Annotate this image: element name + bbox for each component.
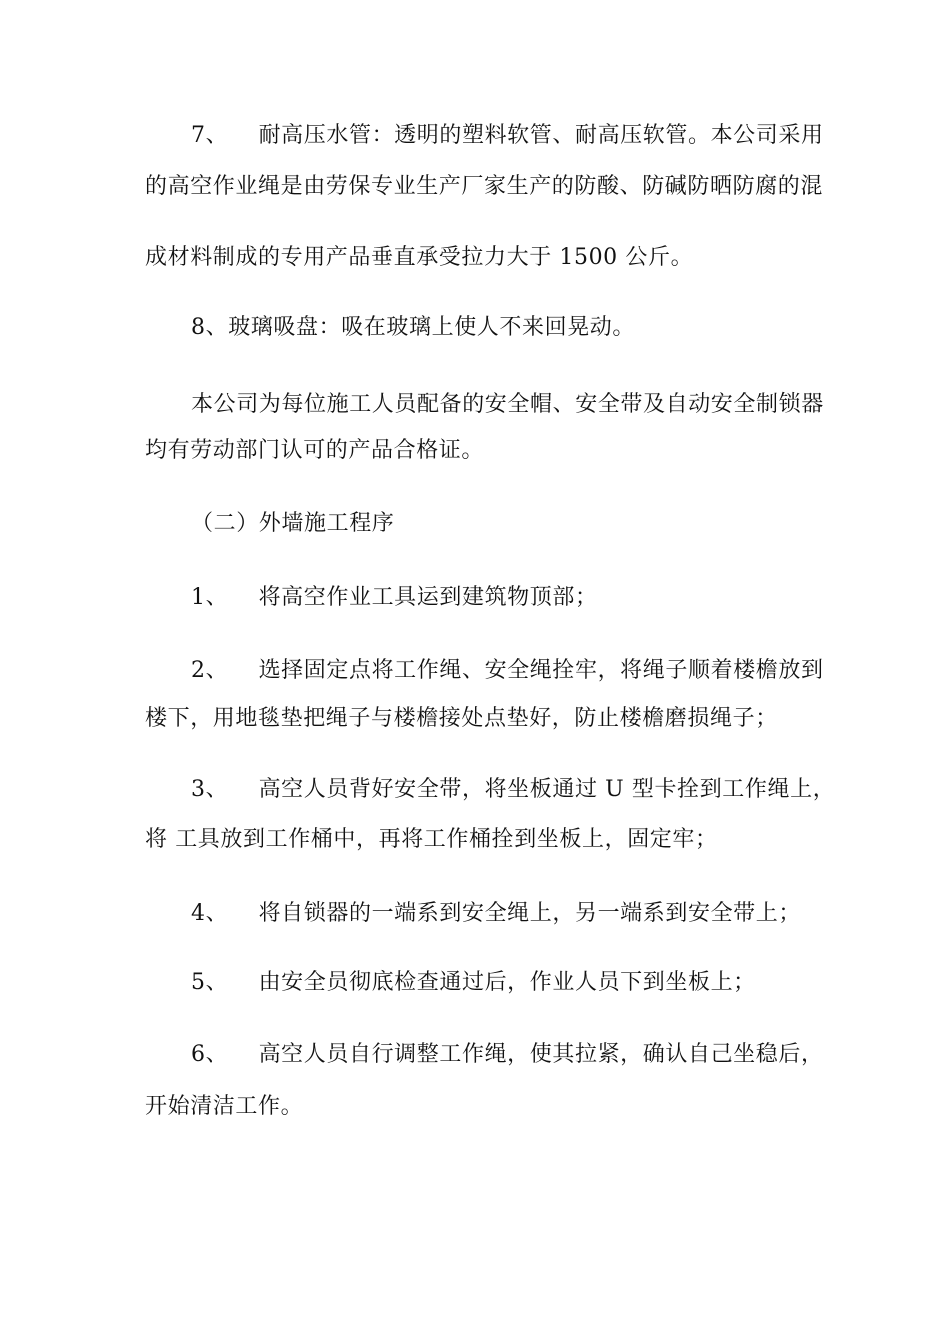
text-line: 6、 高空人员自行调整工作绳，使其拉紧，确认自己坐稳后，	[191, 1042, 824, 1067]
text-line: 的高空作业绳是由劳保专业生产厂家生产的防酸、防碱防晒防腐的混	[145, 174, 824, 199]
text-line: 均有劳动部门认可的产品合格证。	[145, 438, 485, 463]
text-line: 3、 高空人员背好安全带，将坐板通过 U 型卡拴到工作绳上，	[191, 777, 836, 802]
text-line: 成材料制成的专用产品垂直承受拉力大于 1500 公斤。	[145, 245, 694, 270]
text-line: 2、 选择固定点将工作绳、安全绳拴牢，将绳子顺着楼檐放到	[191, 658, 824, 683]
text-line: 本公司为每位施工人员配备的安全帽、安全带及自动安全制锁器	[191, 392, 824, 417]
text-line: 4、 将自锁器的一端系到安全绳上，另一端系到安全带上；	[191, 901, 801, 926]
text-line: 开始清洁工作。	[145, 1094, 304, 1119]
text-line: 将 工具放到工作桶中，再将工作桶拴到坐板上，固定牢；	[145, 827, 718, 852]
text-line: 8、玻璃吸盘：吸在玻璃上使人不来回晃动。	[191, 315, 635, 340]
text-line: 7、 耐高压水管：透明的塑料软管、耐高压软管。本公司采用	[191, 123, 824, 148]
text-line: 5、 由安全员彻底检查通过后，作业人员下到坐板上；	[191, 970, 756, 995]
section-heading: （二）外墙施工程序	[191, 511, 395, 536]
text-line: 1、 将高空作业工具运到建筑物顶部；	[191, 585, 598, 610]
text-line: 楼下，用地毯垫把绳子与楼檐接处点垫好，防止楼檐磨损绳子；	[145, 706, 778, 731]
